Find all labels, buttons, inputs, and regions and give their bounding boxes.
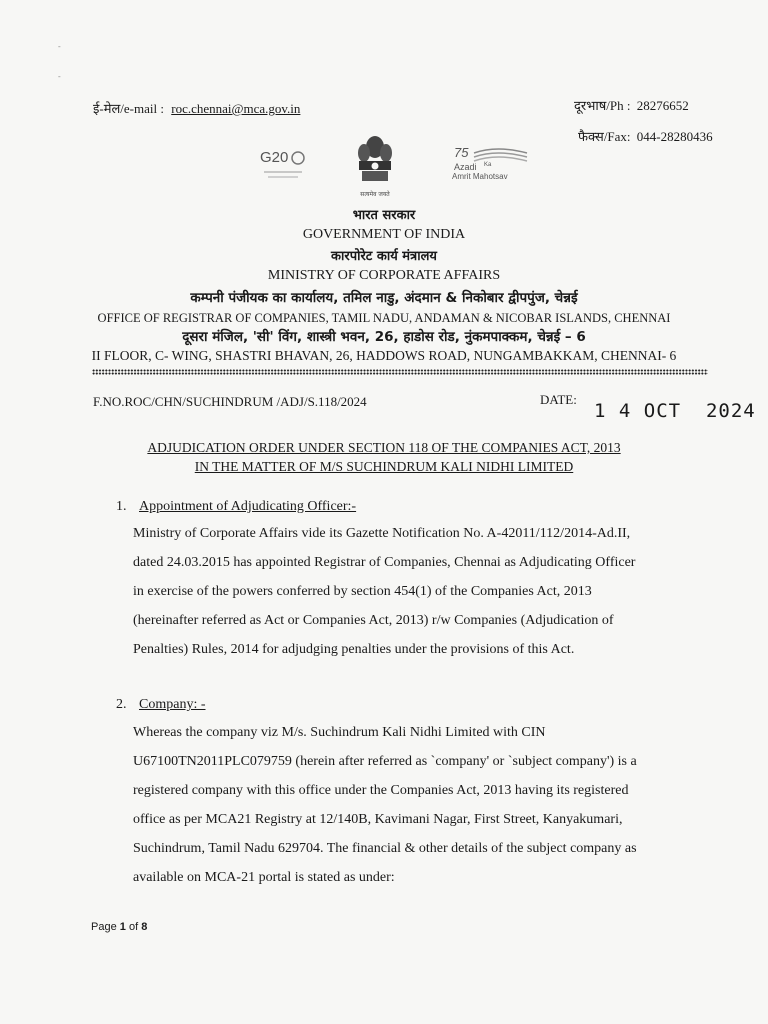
azadi-line3: Amrit Mahotsav: [452, 172, 508, 181]
fax-row: [578, 127, 713, 145]
fax-number: 044-28280436: [636, 129, 713, 144]
paragraph-line: available on MCA-21 portal is stated as under:: [133, 870, 395, 885]
paragraph-line: dated 24.03.2015 has appointed Registrar of Companies, Chennai as Adjudicating Officer: [133, 555, 636, 570]
email-link[interactable]: roc.chennai@mca.gov.in: [171, 101, 301, 116]
section-2-number: 2.: [116, 697, 127, 712]
address-english: II FLOOR, C- WING, SHASTRI BHAVAN, 26, HADDOWS ROAD, NUNGAMBAKKAM, CHENNAI- 6: [91, 348, 677, 363]
ashoka-emblem-icon: [350, 133, 400, 189]
govt-english: GOVERNMENT OF INDIA: [302, 227, 466, 242]
date-label: DATE:: [540, 392, 577, 407]
govt-hindi: भारत सरकार: [352, 208, 416, 223]
paragraph-line: (hereinafter referred as Act or Companies Act, 2013) r/w Companies (Adjudication of: [133, 613, 614, 628]
section-2-heading: Company: -: [139, 697, 206, 712]
ministry-hindi: कारपोरेट कार्य मंत्रालय: [331, 249, 437, 264]
office-english: OFFICE OF REGISTRAR OF COMPANIES, TAMIL NADU, ANDAMAN & NICOBAR ISLANDS, CHENNAI: [97, 311, 671, 325]
g20-lotus-icon: [258, 147, 308, 187]
paragraph-line: office as per MCA21 Registry at 12/140B, Kavimani Nagar, First Street, Kanyakumari,: [133, 812, 623, 827]
emblem-caption: सत्यमेव जयते: [360, 191, 390, 198]
paragraph-line: U67100TN2011PLC079759 (herein after referred as `company' or `subject company') is a: [133, 754, 637, 769]
flag-stripes-icon: [472, 147, 532, 167]
ministry-english: MINISTRY OF CORPORATE AFFAIRS: [267, 268, 501, 283]
email-label: ई-मेल/e-mail :: [93, 101, 164, 116]
page-word: Page: [91, 921, 117, 933]
phone-row: [574, 96, 689, 114]
azadi-line2: Ka: [484, 162, 492, 168]
paragraph-line: Ministry of Corporate Affairs vide its Gazette Notification No. A-42011/112/2014-Ad.II,: [133, 526, 631, 541]
page-current: 1: [119, 921, 126, 933]
paragraph-line: Suchindrum, Tamil Nadu 629704. The financial & other details of the subject company as: [133, 841, 637, 856]
date-stamp: 1 4 OCT 2024: [594, 400, 756, 422]
paragraph-line: Penalties) Rules, 2014 for adjudging penalties under the provisions of this Act.: [133, 642, 575, 657]
page-total: 8: [141, 921, 148, 933]
order-title-line1: ADJUDICATION ORDER UNDER SECTION 118 OF THE COMPANIES ACT, 2013: [147, 440, 621, 455]
order-title-line2: IN THE MATTER OF M/S SUCHINDRUM KALI NIDHI LIMITED: [194, 459, 574, 474]
paragraph-line: Whereas the company viz M/s. Suchindrum Kali Nidhi Limited with CIN: [133, 725, 546, 740]
section-2-paragraph: [133, 718, 696, 892]
azadi-logo: [452, 145, 542, 189]
scan-mark: -: [58, 42, 61, 51]
dotted-divider: [92, 369, 708, 375]
section-1-heading: Appointment of Adjudicating Officer:-: [139, 499, 357, 514]
national-emblem: [350, 133, 400, 197]
scan-mark: -: [58, 72, 61, 81]
page-indicator: [91, 921, 147, 933]
azadi-line1: Azadi: [454, 162, 477, 172]
file-number: F.NO.ROC/CHN/SUCHINDRUM /ADJ/S.118/2024: [93, 394, 367, 409]
office-hindi: कम्पनी पंजीयक का कार्यालय, तमिल नाडु, अंदमान & निकोबार द्वीपपुंज, चेन्नई: [190, 290, 578, 306]
paragraph-line: registered company with this office under the Companies Act, 2013 having its registered: [133, 783, 629, 798]
g20-text: G20: [260, 149, 289, 166]
fax-label: फैक्स/Fax:: [578, 129, 631, 144]
g20-logo: [258, 147, 308, 187]
phone-label: दूरभाष/Ph :: [574, 98, 631, 113]
of-word: of: [128, 921, 139, 933]
address-hindi: दूसरा मंजिल, 'सी' विंग, शास्त्री भवन, 26, हाडोस रोड, नुंकमपाक्कम, चेन्नई – 6: [182, 329, 586, 345]
section-1-number: 1.: [116, 499, 127, 514]
azadi-number: 75: [454, 145, 469, 160]
email-row: [93, 99, 300, 117]
paragraph-line: in exercise of the powers conferred by section 454(1) of the Companies Act, 2013: [133, 584, 592, 599]
section-1-paragraph: [133, 519, 696, 664]
phone-number: 28276652: [636, 98, 689, 113]
